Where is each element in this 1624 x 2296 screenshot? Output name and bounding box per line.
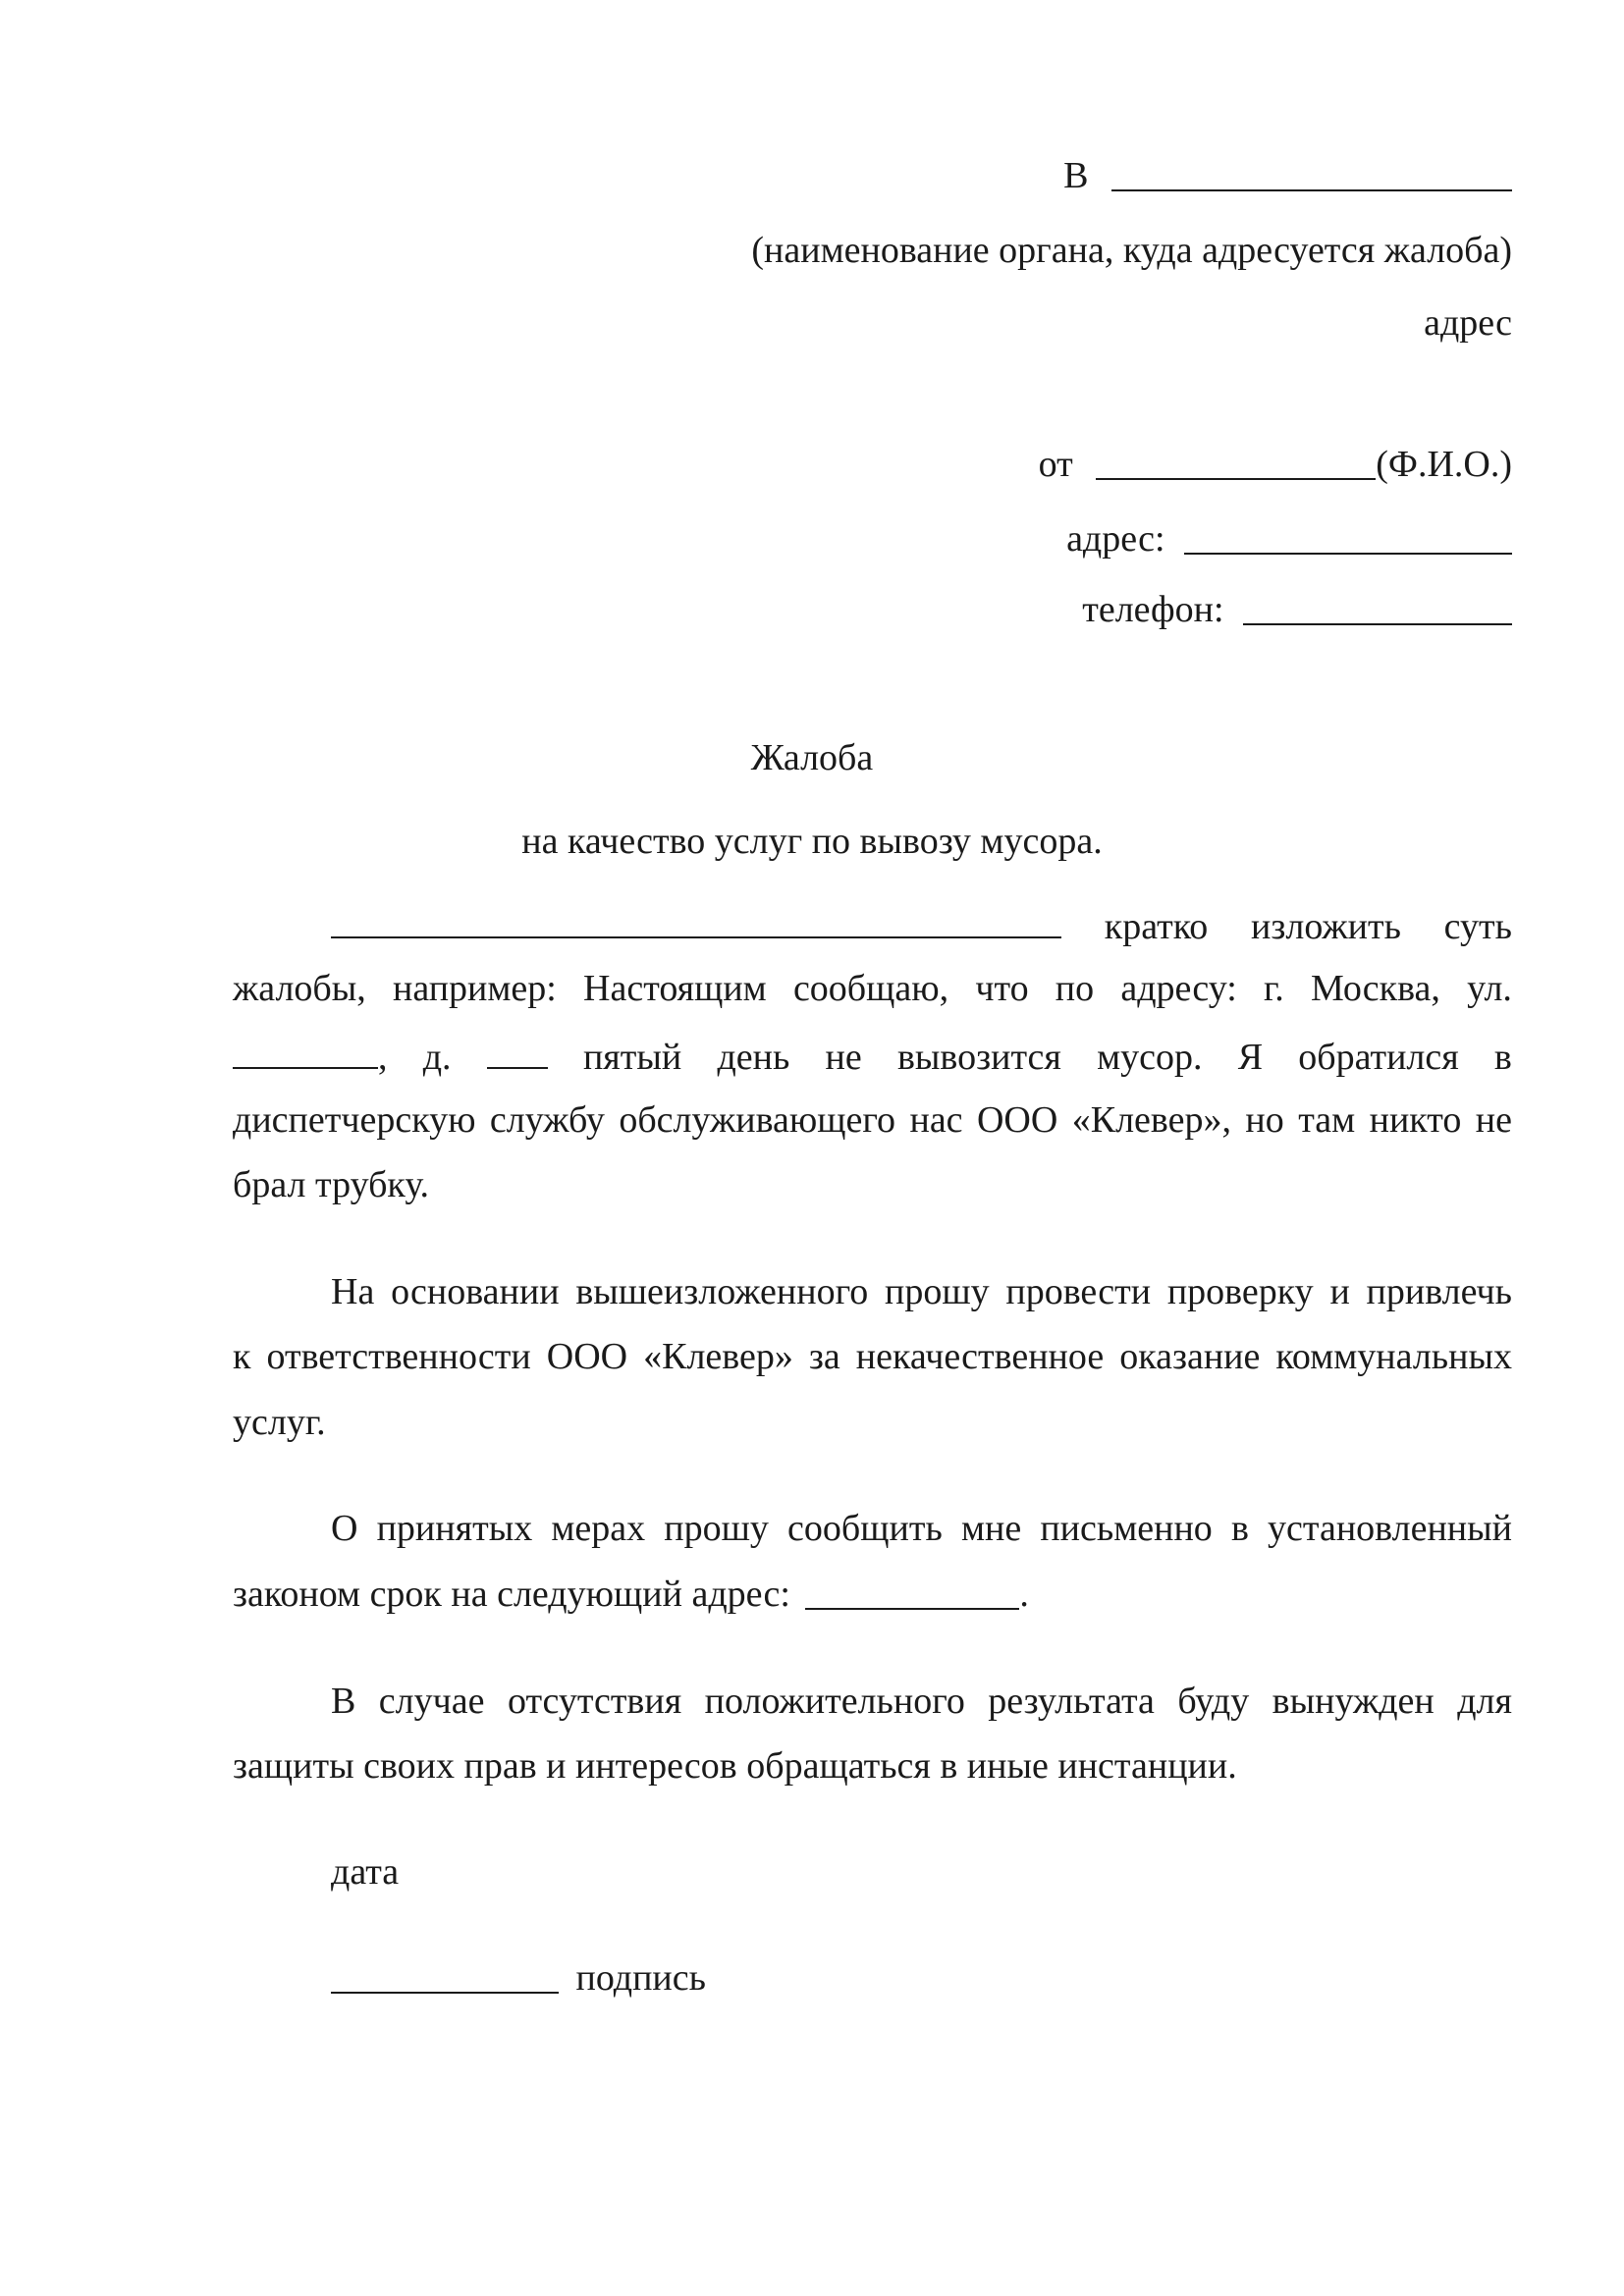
sender-phone-line <box>1082 591 1512 628</box>
p1-word: пятый <box>582 1037 682 1078</box>
p1-word: вывозится <box>896 1037 1061 1078</box>
addressee-blank[interactable] <box>1111 158 1512 191</box>
p4-line-1: В случае отсутствия положительного результата буду вынужден для <box>331 1681 1512 1722</box>
street-comma: , <box>378 1037 388 1078</box>
sender-phone-blank[interactable] <box>1243 592 1512 625</box>
p1-word: в <box>1493 1037 1512 1078</box>
p1-line-1 <box>331 905 1512 945</box>
sender-name-blank[interactable] <box>1096 447 1376 480</box>
p1-blank-group <box>331 905 1061 934</box>
house-label: д. <box>422 1037 452 1078</box>
p2-line-1: На основании вышеизложенного прошу провести проверку и привлечь <box>331 1271 1512 1312</box>
p1-word: сообщаю, <box>792 968 949 1009</box>
p1-word: например: <box>393 968 557 1009</box>
date-label: дата <box>331 1851 400 1893</box>
p3-period: . <box>1019 1574 1029 1615</box>
p1-line-3 <box>233 1036 1512 1076</box>
p1-word: Москва, <box>1310 968 1440 1009</box>
p1-word: жалобы, <box>233 968 366 1009</box>
sender-prefix: от <box>1038 444 1073 485</box>
p2-line-2: к ответственности ООО «Клевер» за некачественное оказание коммунальных <box>233 1336 1512 1377</box>
p3-line-2-text: законом срок на следующий адрес: <box>233 1574 790 1615</box>
p1-word: не <box>825 1037 862 1078</box>
sender-fio-label: (Ф.И.О.) <box>1376 444 1512 485</box>
p1-word: изложить <box>1251 906 1401 947</box>
sender-line <box>1039 446 1512 483</box>
house-blank[interactable] <box>487 1036 548 1069</box>
document-title: Жалоба <box>750 737 874 778</box>
reply-address-blank[interactable] <box>805 1576 1019 1610</box>
p3-line-2 <box>233 1575 1512 1613</box>
p1-word: суть <box>1443 906 1512 947</box>
p1-word: по <box>1055 968 1095 1009</box>
p1-word: Настоящим <box>583 968 767 1009</box>
p1-word: адресу: <box>1120 968 1237 1009</box>
street-blank[interactable] <box>233 1036 378 1069</box>
p4-line-2: защиты своих прав и интересов обращаться в иные инстанции. <box>233 1745 1237 1787</box>
complaint-blank-1[interactable] <box>331 905 755 938</box>
p1-word: ул. <box>1467 968 1512 1009</box>
sender-address-blank[interactable] <box>1184 521 1512 555</box>
p1-word: Я <box>1237 1037 1264 1078</box>
p1-line-4: диспетчерскую службу обслуживающего нас ООО «Клевер», но там никто не <box>233 1099 1512 1141</box>
p1-line-2 <box>233 970 1512 1007</box>
sender-address-line <box>1066 520 1512 558</box>
signature-line <box>331 1959 706 1997</box>
addressee-address-label: адрес <box>1424 302 1512 344</box>
signature-blank[interactable] <box>331 1960 559 1994</box>
p1-word: что <box>975 968 1029 1009</box>
document-subtitle: на качество услуг по вывозу мусора. <box>521 821 1103 862</box>
p1-word: обратился <box>1298 1037 1459 1078</box>
addressee-prefix: В <box>1063 155 1089 196</box>
street-group <box>233 1036 388 1076</box>
p1-word: день <box>717 1037 790 1078</box>
p1-line-5: брал трубку. <box>233 1164 430 1205</box>
p1-word: мусор. <box>1097 1037 1203 1078</box>
complaint-blank-2[interactable] <box>755 905 1061 938</box>
p1-word: г. <box>1263 968 1284 1009</box>
p2-line-3: услуг. <box>233 1402 326 1443</box>
sender-phone-label: телефон: <box>1082 589 1224 630</box>
addressee-line <box>1063 157 1512 194</box>
addressee-caption: (наименование органа, куда адресуется жалоба) <box>751 230 1512 271</box>
sender-address-label: адрес: <box>1066 518 1165 560</box>
p1-word: кратко <box>1104 906 1209 947</box>
signature-label: подпись <box>575 1957 706 1999</box>
p3-line-1: О принятых мерах прошу сообщить мне письменно в установленный <box>331 1508 1512 1549</box>
